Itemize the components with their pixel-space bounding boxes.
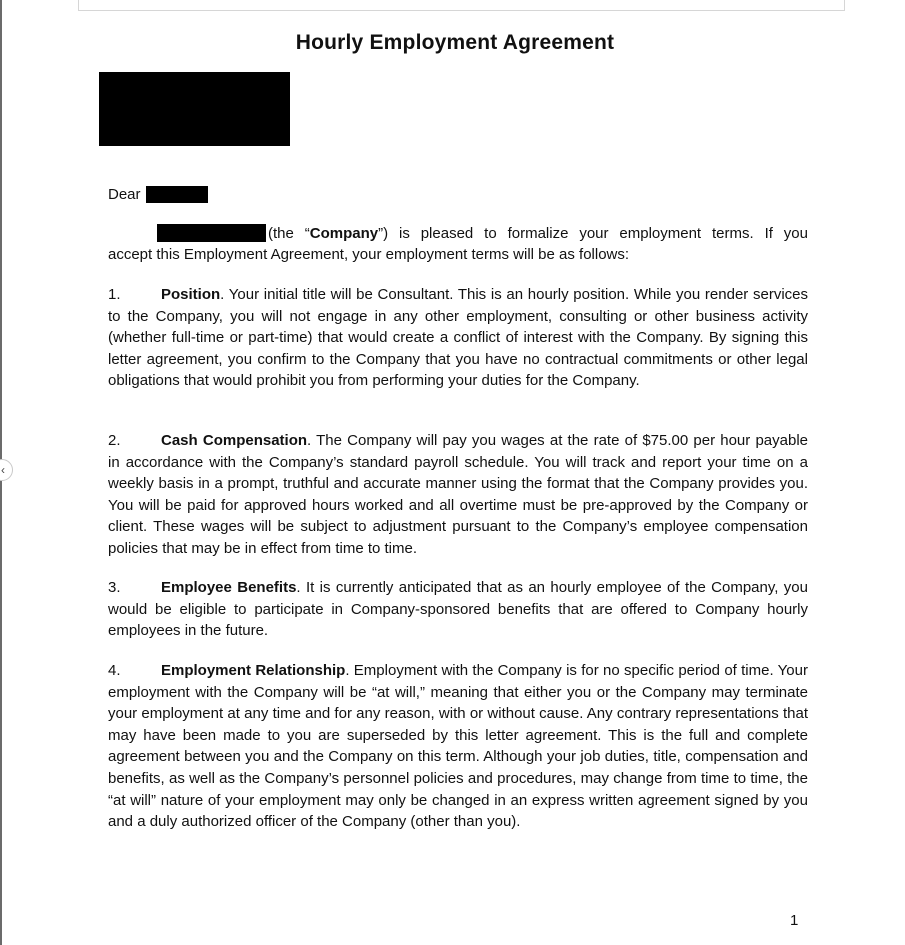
- redacted-address-block: [99, 72, 290, 146]
- intro-after: ”) is pleased to formalize your employment terms. If you: [378, 225, 808, 242]
- section-number: 1.: [108, 286, 121, 303]
- redacted-recipient-name: [146, 186, 208, 203]
- section-number: 3.: [108, 579, 121, 596]
- section-heading: Cash Compensation: [161, 432, 308, 449]
- section-employment-relationship: [108, 660, 808, 833]
- section-heading: Employment Relationship: [161, 662, 346, 679]
- intro-before: (the “: [268, 225, 310, 242]
- salutation: [108, 184, 141, 206]
- intro-continuation: accept this Employment Agreement, your employment terms will be as follows:: [108, 246, 630, 263]
- section-number: 4.: [108, 662, 121, 679]
- page-number: 1: [790, 912, 799, 929]
- section-text: . Your initial title will be Consultant. This is an hourly position. While you render services to the Company, you will not engage in any other employment, consulting or other business activity (whether full-time or part-time) that would create a conflict of interest with the Company. By signing this letter agreement, you confirm to the Company that you have no contractual commitments or other legal obligations that would prohibit you from performing your duties for the Company.: [108, 286, 808, 390]
- section-position: [108, 284, 808, 392]
- section-heading: Position: [161, 286, 221, 303]
- company-term: Company: [309, 225, 379, 242]
- section-text: . It is currently anticipated that as an hourly employee of the Company, you would be eligible to participate in Company-sponsored benefits that are offered to Company hourly employees in the future.: [108, 579, 808, 640]
- section-number: 2.: [108, 432, 121, 449]
- intro-line: [268, 223, 808, 245]
- previous-page-bottom: [78, 0, 845, 11]
- document-title: Hourly Employment Agreement: [295, 31, 615, 54]
- redacted-company-name: [157, 224, 266, 242]
- section-heading: Employee Benefits: [161, 579, 297, 596]
- section-cash-compensation: [108, 430, 808, 560]
- salutation-text: Dear: [108, 186, 141, 203]
- section-text: . Employment with the Company is for no specific period of time. Your employment with the Company will be “at will,” meaning that either you or the Company may terminate your employment at any time and for any reason, with or without cause. Any contrary representations that may have been made to you are superseded by this letter agreement. This is the full and complete agreement between you and the Company on this term. Although your job duties, title, compensation and benefits, as well as the Company’s personnel policies and procedures, may change from time to time, the “at will” nature of your employment may only be changed in an express written agreement signed by you and a duly authorized officer of the Company (other than you).: [108, 662, 808, 831]
- section-employee-benefits: [108, 577, 808, 642]
- page-nav-tab[interactable]: [0, 459, 13, 481]
- section-text: . The Company will pay you wages at the rate of $75.00 per hour payable in accordance with the Company’s standard payroll schedule. You will track and report your time on a weekly basis in a prompt, truthful and accurate manner using the format that the Company provides you. You will be paid for approved hours worked and all overtime must be pre-approved by the Company or client. These wages will be subject to adjustment pursuant to the Company’s employee compensation policies that may be in effect from time to time.: [108, 432, 808, 557]
- chevron-left-icon: ‹: [1, 463, 5, 477]
